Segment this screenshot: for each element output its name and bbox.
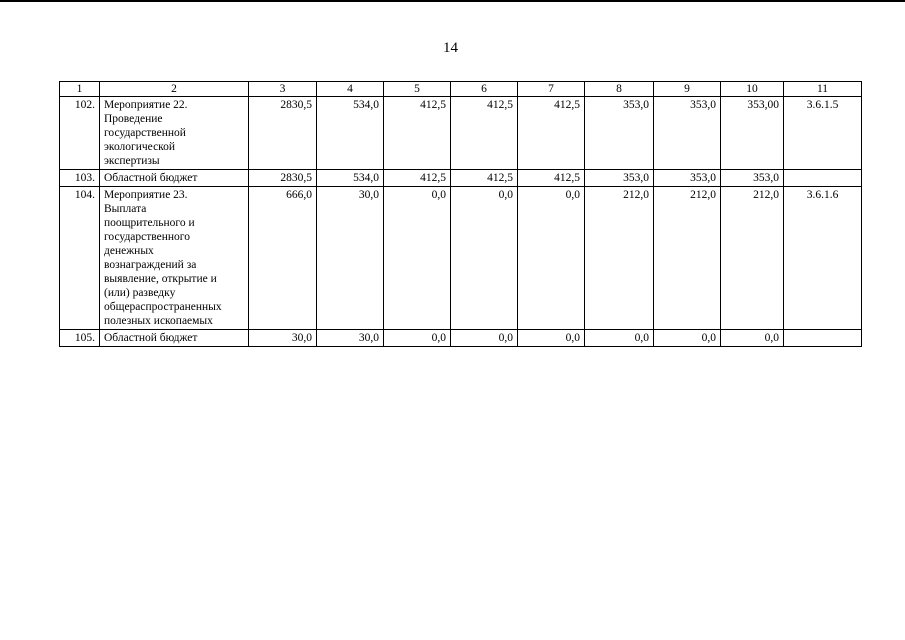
header-cell: 3: [249, 82, 317, 97]
header-cell: 9: [654, 82, 721, 97]
value-cell: 0,0: [451, 330, 518, 347]
page-number: 14: [443, 40, 458, 56]
value-cell: 666,0: [249, 187, 317, 330]
row-number-cell: 104.: [60, 187, 100, 330]
value-cell: 212,0: [585, 187, 654, 330]
value-cell: 412,5: [451, 97, 518, 170]
header-cell: 11: [784, 82, 862, 97]
value-cell: 212,0: [721, 187, 784, 330]
header-cell: 4: [317, 82, 384, 97]
value-cell: 0,0: [518, 187, 585, 330]
value-cell: 30,0: [249, 330, 317, 347]
value-cell: 412,5: [384, 170, 451, 187]
row-name-cell: Мероприятие 23. Выплата поощрительного и государственного денежных вознаграждений за выявление, открытие и (или) разведку общераспространенных полезных ископаемых: [100, 187, 249, 330]
row-name-cell: Мероприятие 22. Проведение государственной экологической экспертизы: [100, 97, 249, 170]
value-cell: 30,0: [317, 187, 384, 330]
value-cell: 0,0: [721, 330, 784, 347]
header-cell: 8: [585, 82, 654, 97]
table-body: [60, 97, 862, 347]
value-cell: 353,0: [585, 170, 654, 187]
top-border-line: [0, 0, 905, 2]
header-cell: 10: [721, 82, 784, 97]
table-header-row: [60, 82, 862, 97]
row-name-cell: Областной бюджет: [100, 330, 249, 347]
value-cell: 353,0: [721, 170, 784, 187]
value-cell: 30,0: [317, 330, 384, 347]
value-cell: 212,0: [654, 187, 721, 330]
value-cell: 412,5: [518, 97, 585, 170]
value-cell: 0,0: [585, 330, 654, 347]
table-row: [60, 330, 862, 347]
header-cell: 5: [384, 82, 451, 97]
row-name-cell: Областной бюджет: [100, 170, 249, 187]
budget-table: [59, 81, 862, 347]
row-number-cell: 102.: [60, 97, 100, 170]
value-cell: 353,0: [585, 97, 654, 170]
table-row: [60, 170, 862, 187]
value-cell: 0,0: [654, 330, 721, 347]
value-cell: 412,5: [518, 170, 585, 187]
value-cell: 353,0: [654, 97, 721, 170]
row-number-cell: 103.: [60, 170, 100, 187]
value-cell: 2830,5: [249, 97, 317, 170]
value-cell: 2830,5: [249, 170, 317, 187]
code-cell: 3.6.1.5: [784, 97, 862, 170]
row-number-cell: 105.: [60, 330, 100, 347]
value-cell: 353,00: [721, 97, 784, 170]
value-cell: 0,0: [451, 187, 518, 330]
header-cell: 2: [100, 82, 249, 97]
table-row: [60, 187, 862, 330]
value-cell: 0,0: [384, 330, 451, 347]
value-cell: 0,0: [518, 330, 585, 347]
table-row: [60, 97, 862, 170]
code-cell: [784, 170, 862, 187]
header-cell: 1: [60, 82, 100, 97]
code-cell: 3.6.1.6: [784, 187, 862, 330]
header-cell: 6: [451, 82, 518, 97]
value-cell: 0,0: [384, 187, 451, 330]
value-cell: 353,0: [654, 170, 721, 187]
header-cell: 7: [518, 82, 585, 97]
value-cell: 534,0: [317, 97, 384, 170]
value-cell: 534,0: [317, 170, 384, 187]
value-cell: 412,5: [451, 170, 518, 187]
code-cell: [784, 330, 862, 347]
value-cell: 412,5: [384, 97, 451, 170]
